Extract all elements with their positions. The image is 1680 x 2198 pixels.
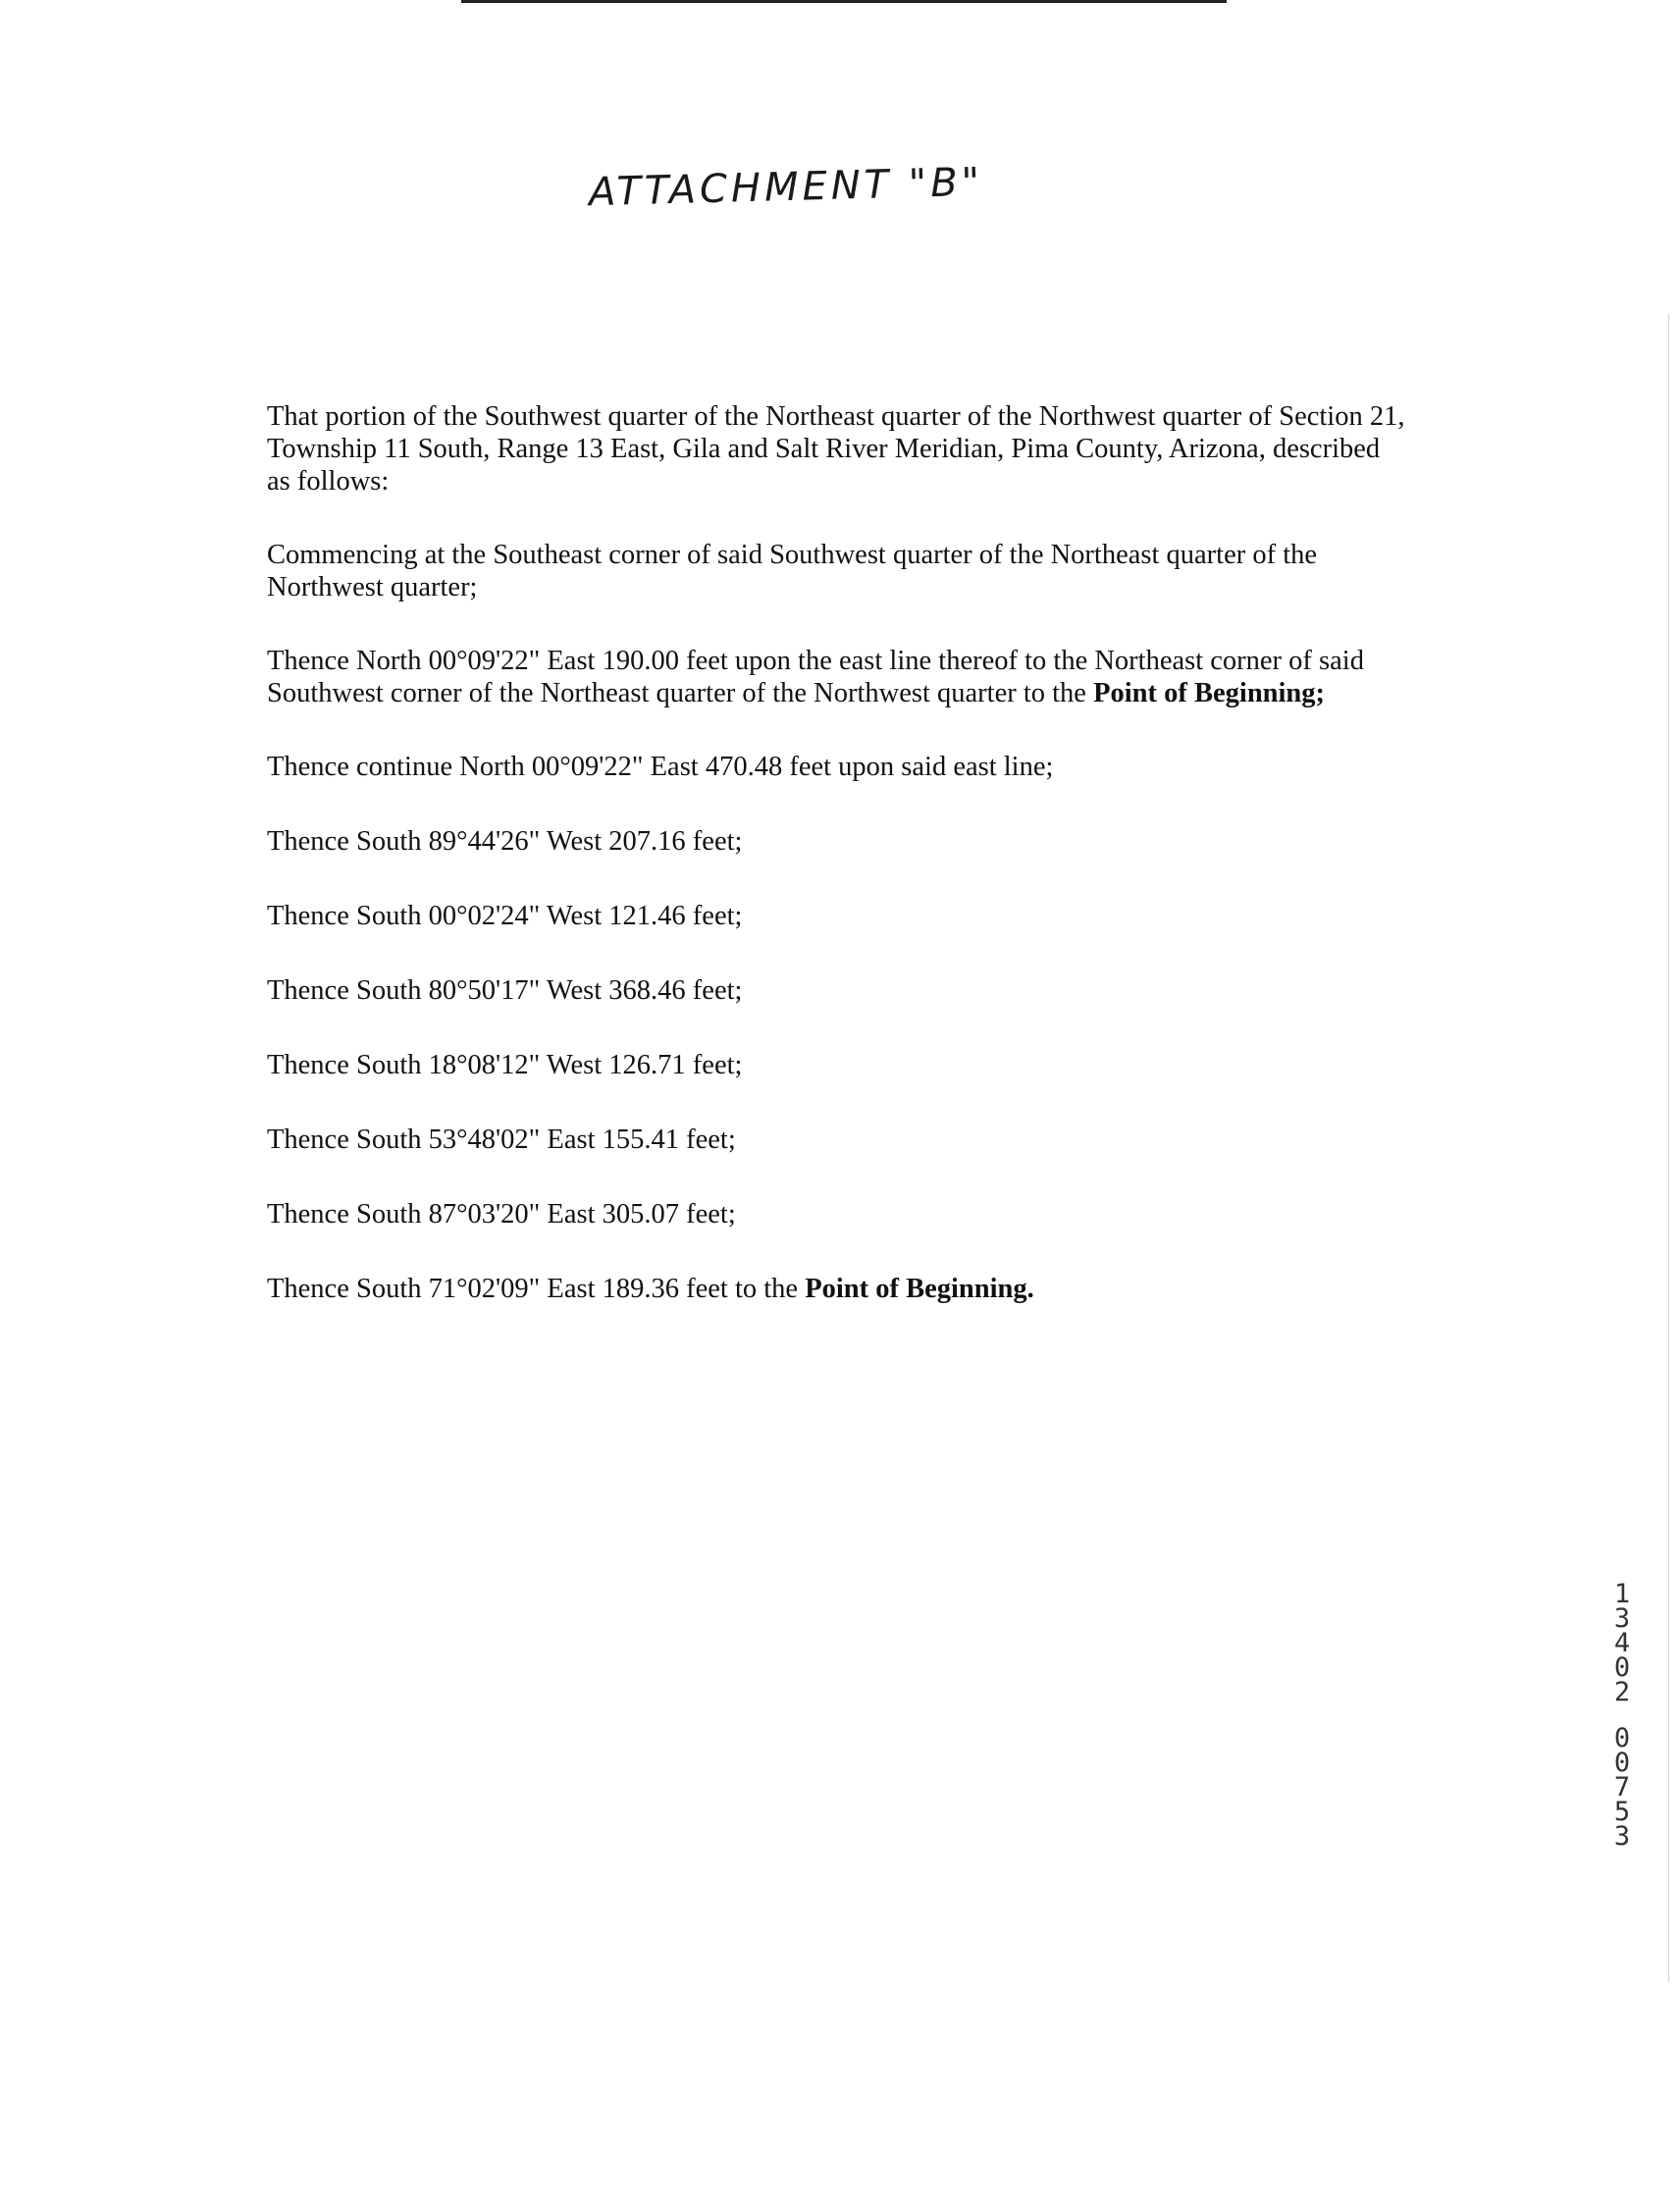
intro-paragraph: That portion of the Southwest quarter of the Northeast quarter of the Northwest quarter of Section 21, Township 11 South, Range 13 East, Gila and Salt River Meridian, Pima County, Arizona, described as follows: (267, 401, 1405, 497)
point-of-beginning-end-label: Point of Beginning. (805, 1274, 1034, 1304)
last-course-paragraph (267, 1273, 1405, 1305)
point-of-beginning-label: Point of Beginning; (1093, 678, 1326, 708)
course-line: Thence South 89°44'26" West 207.16 feet; (267, 826, 743, 857)
stamp-digit: 4 (1613, 1628, 1631, 1658)
legal-description (267, 400, 1405, 1347)
course-line: Thence South 00°02'24" West 121.46 feet; (267, 901, 743, 931)
top-rule (461, 0, 1227, 3)
stamp-digit: 3 (1613, 1603, 1631, 1634)
course-line: Thence South 53°48'02" East 155.41 feet; (267, 1125, 736, 1155)
course-line: Thence continue North 00°09'22" East 470.48 feet upon said east line; (267, 752, 1054, 782)
first-course-text: Thence North 00°09'22" East 190.00 feet upon the east line thereof to the Northeast corner of said Southwest corner of the Northeast quarter of the Northwest quarter to the (267, 646, 1364, 708)
course-line: Thence South 18°08'12" West 126.71 feet; (267, 1050, 743, 1080)
stamp-digit: 3 (1613, 1821, 1631, 1852)
first-course-paragraph (267, 645, 1405, 709)
stamp-digit: 7 (1613, 1772, 1631, 1803)
document-number-stamp (1609, 1579, 1635, 1852)
course-line: Thence South 87°03'20" East 305.07 feet; (267, 1199, 736, 1230)
course-line: Thence South 80°50'17" West 368.46 feet; (267, 975, 743, 1006)
page-title: ATTACHMENT "B" (588, 159, 984, 216)
last-course-text: Thence South 71°02'09" East 189.36 feet to the (267, 1274, 799, 1304)
stamp-digit: 0 (1613, 1748, 1631, 1778)
stamp-digit: 0 (1613, 1723, 1631, 1753)
stamp-digit: 1 (1613, 1579, 1631, 1609)
stamp-digit: 2 (1613, 1677, 1631, 1707)
stamp-digit: 0 (1613, 1652, 1631, 1683)
stamp-digit: 5 (1613, 1797, 1631, 1827)
scan-edge-line (1668, 314, 1669, 1982)
commencing-paragraph: Commencing at the Southeast corner of said Southwest quarter of the Northeast quarter of the Northwest quarter; (267, 540, 1318, 602)
